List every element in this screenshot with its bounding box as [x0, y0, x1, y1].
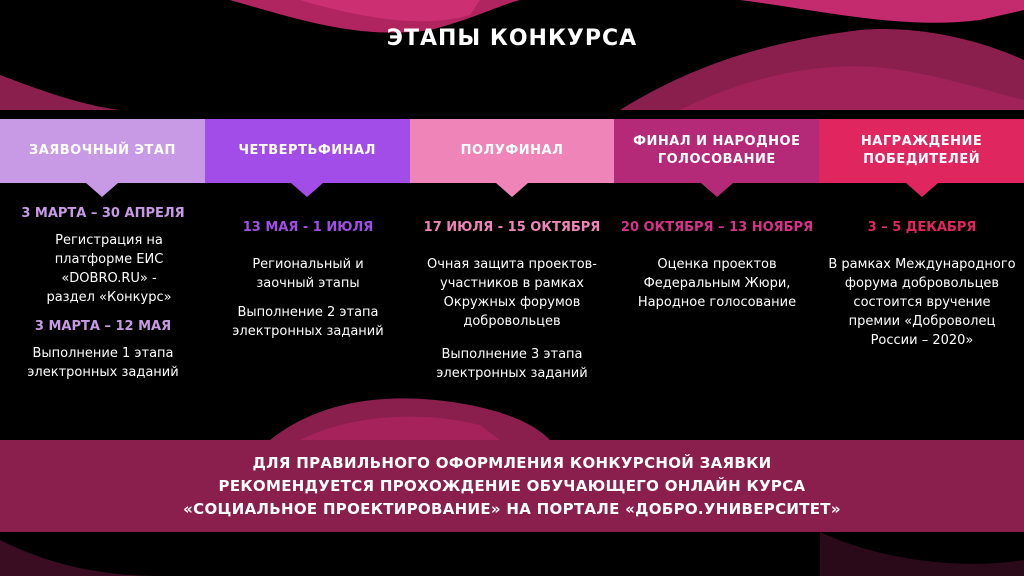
column-quarterfinal	[210, 218, 406, 351]
page-title: ЭТАПЫ КОНКУРСА	[386, 26, 638, 51]
stage-application	[0, 119, 205, 183]
stage-description: Региональный и заочный этапы	[252, 257, 364, 291]
stage-description: Оценка проектов Федеральным Жюри, Народное голосование	[637, 257, 797, 310]
stage-description: Выполнение 3 этапа электронных заданий	[436, 347, 588, 381]
stage-label: ФИНАЛ И НАРОДНОЕ ГОЛОСОВАНИЕ	[633, 134, 801, 167]
column-application	[4, 204, 202, 392]
arrow-down-icon	[701, 183, 733, 197]
stage-label: ЗАЯВОЧНЫЙ ЭТАП	[28, 143, 176, 158]
column-semifinal	[412, 218, 612, 393]
stage-award	[819, 119, 1024, 183]
stages-timeline	[0, 119, 1024, 183]
stage-label: ЧЕТВЕРТЬФИНАЛ	[238, 143, 376, 158]
date-range: 20 ОКТЯБРЯ – 13 НОЯБРЯ	[620, 220, 814, 235]
stage-final-voting	[614, 119, 819, 183]
stage-label: ПОЛУФИНАЛ	[460, 143, 564, 158]
arrow-down-icon	[906, 183, 938, 197]
stage-description: Регистрация на платформе ЕИС «DOBRO.RU» - раздел «Конкурс»	[46, 233, 172, 305]
arrow-down-icon	[291, 183, 323, 197]
stage-description: В рамках Международного форума добровольцев состоится вручение премии «Доброволец России – 2020»	[828, 257, 1016, 348]
date-range: 17 ИЮЛЯ - 15 ОКТЯБРЯ	[423, 220, 601, 235]
date-range: 3 – 5 ДЕКАБРЯ	[867, 220, 977, 235]
course-recommendation-banner	[0, 440, 1024, 532]
arrow-down-icon	[496, 183, 528, 197]
column-final	[614, 218, 820, 322]
banner-line: «СОЦИАЛЬНОЕ ПРОЕКТИРОВАНИЕ» НА ПОРТАЛЕ «ДОБРО.УНИВЕРСИТЕТ»	[183, 499, 841, 518]
stage-semifinal	[410, 119, 615, 183]
date-range: 3 МАРТА – 12 МАЯ	[34, 319, 172, 334]
column-award	[822, 218, 1022, 360]
stage-quarterfinal	[205, 119, 410, 183]
date-range: 3 МАРТА – 30 АПРЕЛЯ	[21, 206, 185, 221]
stage-description: Выполнение 1 этапа электронных заданий	[27, 346, 179, 380]
banner-line: ДЛЯ ПРАВИЛЬНОГО ОФОРМЛЕНИЯ КОНКУРСНОЙ ЗАЯВКИ	[252, 453, 772, 472]
banner-line: РЕКОМЕНДУЕТСЯ ПРОХОЖДЕНИЕ ОБУЧАЮЩЕГО ОНЛАЙН КУРСА	[218, 476, 806, 495]
stage-label: НАГРАЖДЕНИЕ ПОБЕДИТЕЛЕЙ	[860, 134, 983, 167]
date-range: 13 МАЯ - 1 ИЮЛЯ	[242, 220, 374, 235]
stage-description: Очная защита проектов-участников в рамках Окружных форумов добровольцев	[426, 257, 597, 329]
arrow-down-icon	[86, 183, 118, 197]
stage-description: Выполнение 2 этапа электронных заданий	[232, 305, 384, 339]
